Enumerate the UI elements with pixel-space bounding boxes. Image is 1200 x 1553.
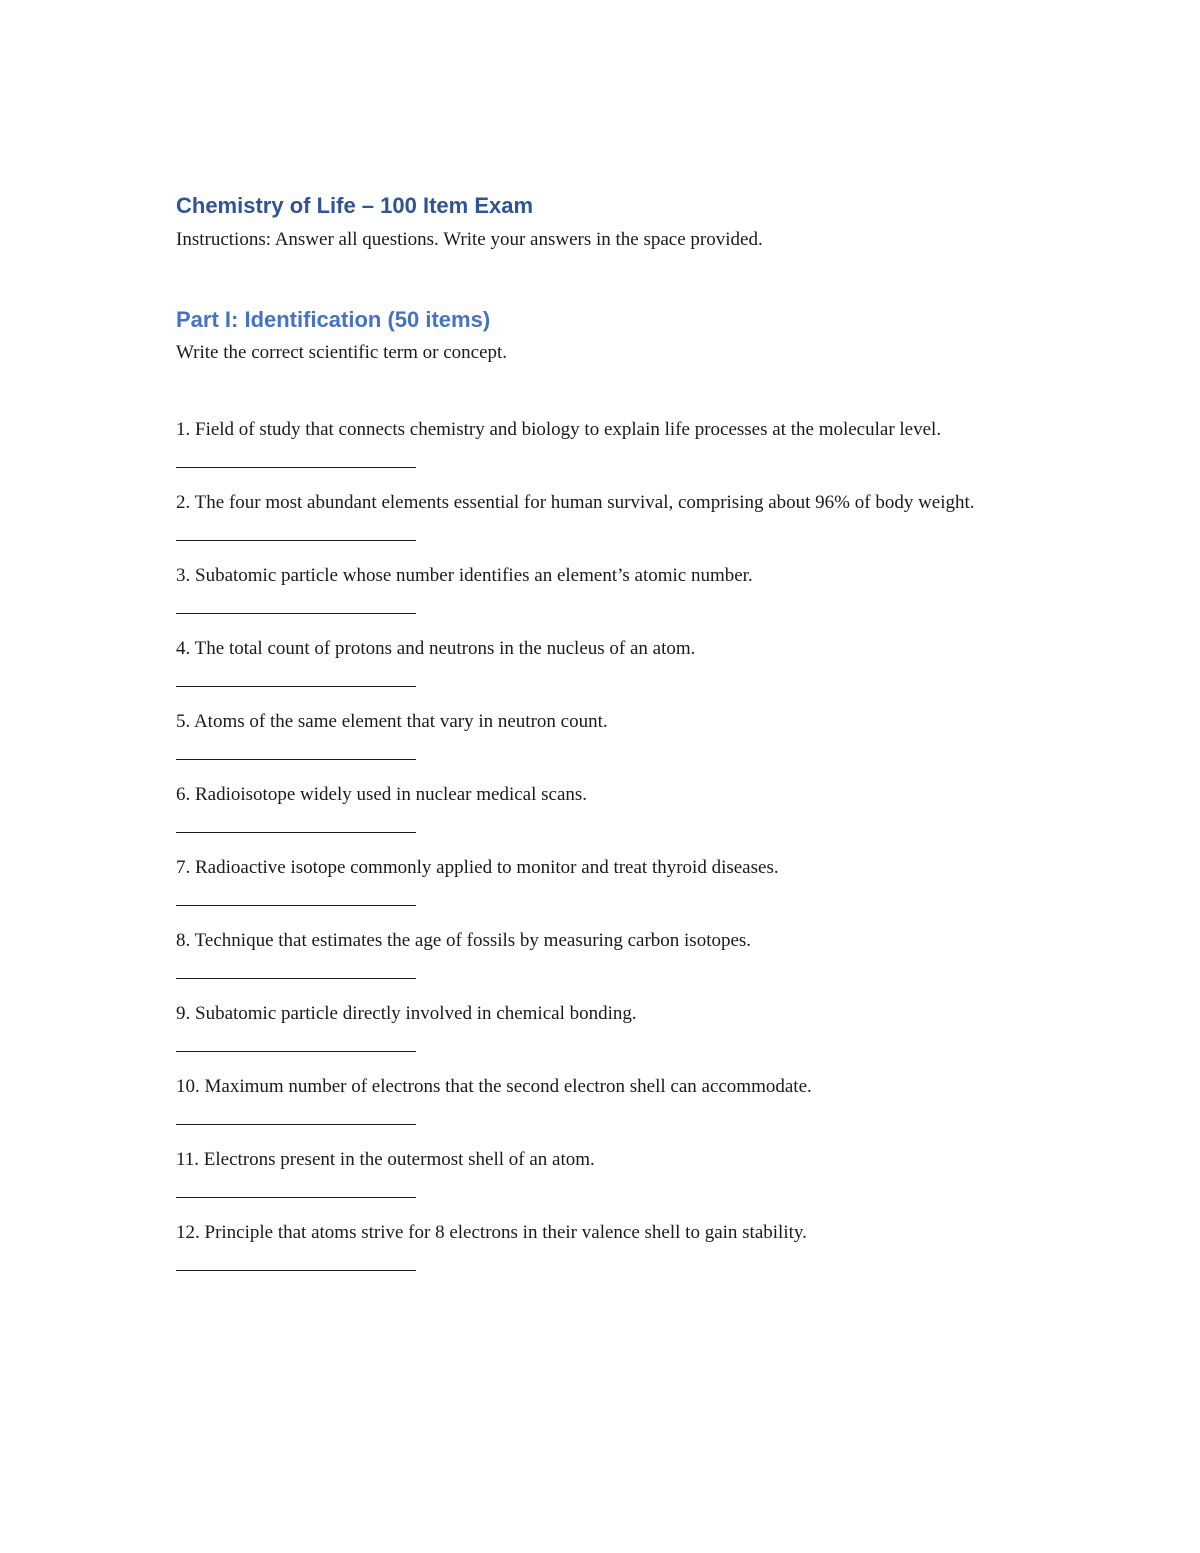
question-item bbox=[176, 707, 1036, 760]
part-heading: Part I: Identification (50 items) bbox=[176, 307, 491, 332]
answer-line[interactable] bbox=[176, 905, 416, 906]
exam-page bbox=[176, 190, 1036, 1291]
question-item bbox=[176, 634, 1036, 687]
question-item bbox=[176, 780, 1036, 833]
question-text: 11. Electrons present in the outermost shell of an atom. bbox=[176, 1149, 595, 1170]
question-text: 6. Radioisotope widely used in nuclear medical scans. bbox=[176, 784, 588, 805]
answer-line[interactable] bbox=[176, 759, 416, 760]
answer-line[interactable] bbox=[176, 1197, 416, 1198]
question-item bbox=[176, 999, 1036, 1052]
question-item bbox=[176, 926, 1036, 979]
part-subtitle: Write the correct scientific term or concept. bbox=[176, 342, 508, 363]
answer-line[interactable] bbox=[176, 686, 416, 687]
question-text: 5. Atoms of the same element that vary in neutron count. bbox=[176, 711, 608, 732]
question-item bbox=[176, 561, 1036, 614]
answer-line[interactable] bbox=[176, 1051, 416, 1052]
question-item bbox=[176, 415, 1036, 468]
question-item bbox=[176, 1072, 1036, 1125]
question-list bbox=[176, 415, 1036, 1271]
question-text: 10. Maximum number of electrons that the second electron shell can accommodate. bbox=[176, 1076, 812, 1097]
question-text: 3. Subatomic particle whose number identifies an element’s atomic number. bbox=[176, 565, 753, 586]
question-text: 8. Technique that estimates the age of fossils by measuring carbon isotopes. bbox=[176, 930, 752, 951]
answer-line[interactable] bbox=[176, 1270, 416, 1271]
exam-instructions: Instructions: Answer all questions. Write your answers in the space provided. bbox=[176, 229, 763, 250]
answer-line[interactable] bbox=[176, 467, 416, 468]
answer-line[interactable] bbox=[176, 978, 416, 979]
question-item bbox=[176, 1145, 1036, 1198]
exam-title: Chemistry of Life – 100 Item Exam bbox=[176, 193, 534, 218]
answer-line[interactable] bbox=[176, 832, 416, 833]
answer-line[interactable] bbox=[176, 540, 416, 541]
question-text: 9. Subatomic particle directly involved in chemical bonding. bbox=[176, 1003, 637, 1024]
question-item bbox=[176, 1218, 1036, 1271]
question-item bbox=[176, 488, 1036, 541]
question-item bbox=[176, 853, 1036, 906]
question-text: 2. The four most abundant elements essential for human survival, comprising about 96% of body weight. bbox=[176, 492, 975, 513]
answer-line[interactable] bbox=[176, 1124, 416, 1125]
question-text: 7. Radioactive isotope commonly applied to monitor and treat thyroid diseases. bbox=[176, 857, 779, 878]
question-text: 1. Field of study that connects chemistry and biology to explain life processes at the molecular level. bbox=[176, 419, 942, 440]
answer-line[interactable] bbox=[176, 613, 416, 614]
question-text: 12. Principle that atoms strive for 8 electrons in their valence shell to gain stability. bbox=[176, 1222, 807, 1243]
question-text: 4. The total count of protons and neutrons in the nucleus of an atom. bbox=[176, 638, 696, 659]
